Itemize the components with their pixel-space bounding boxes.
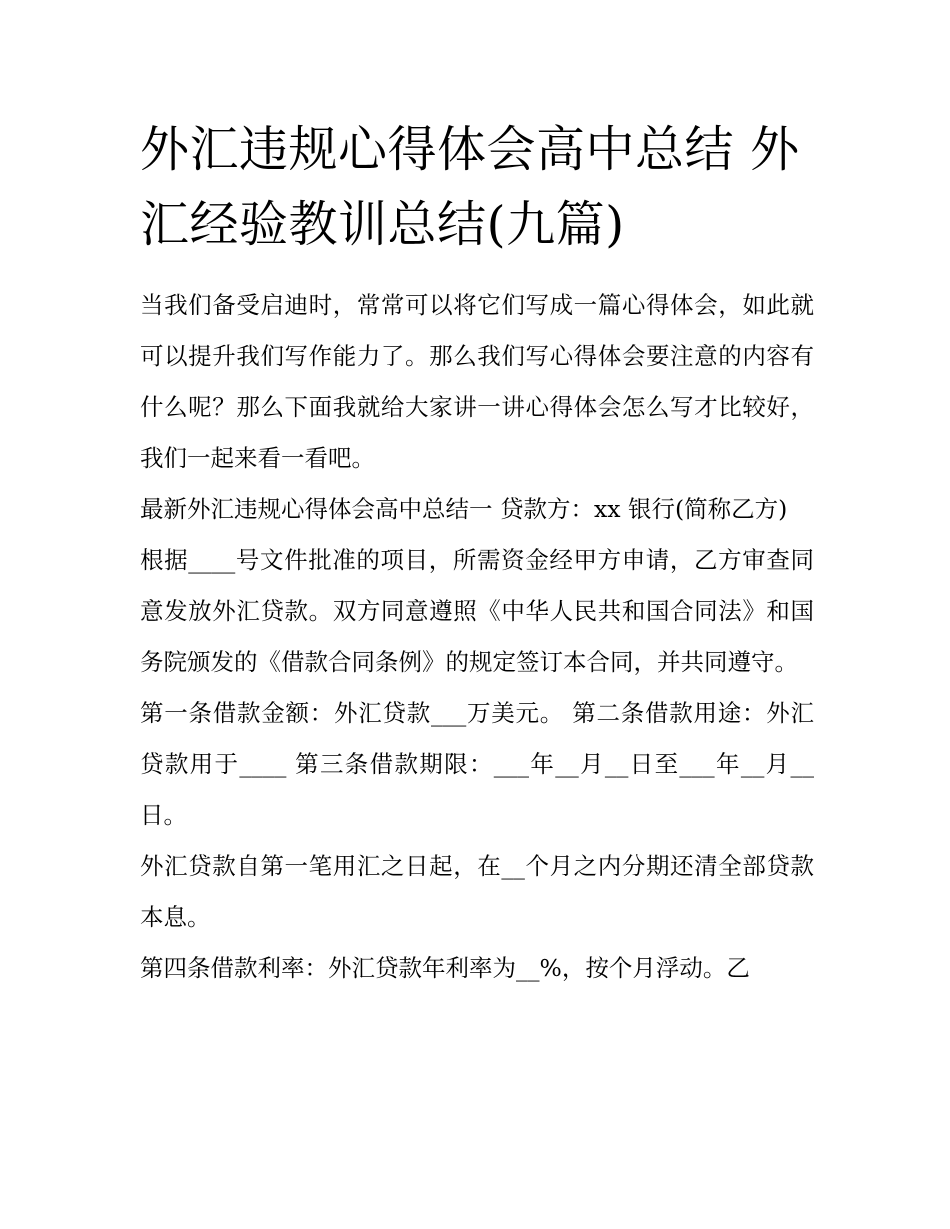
repayment-paragraph: 外汇贷款自第一笔用汇之日起，在__个月之内分期还清全部贷款本息。 — [140, 852, 814, 931]
lender-paragraph: 最新外汇违规心得体会高中总结一 贷款方：xx 银行(简称乙方) — [140, 495, 788, 523]
approval-paragraph: 根据____号文件批准的项目，所需资金经甲方申请，乙方审查同意发放外汇贷款。双方同意遵照《中华人民共和国合同法》和国务院颁发的《借款合同条例》的规定签订本合同，并共同遵守。 — [140, 546, 814, 676]
intro-paragraph: 当我们备受启迪时，常常可以将它们写成一篇心得体会，如此就可以提升我们写作能力了。那么我们写心得体会要注意的内容有什么呢？那么下面我就给大家讲一讲心得体会怎么写才比较好，我们一起来看一看吧。 — [140, 291, 814, 472]
articles-1-3-paragraph: 第一条借款金额：外汇贷款___万美元。 第二条借款用途：外汇贷款用于____ 第三条借款期限：___年__月__日至___年__月__日。 — [140, 699, 814, 829]
document-title: 外汇违规心得体会高中总结 外汇经验教训总结(九篇) — [140, 121, 800, 253]
document-body — [140, 112, 814, 994]
interest-rate-paragraph: 第四条借款利率：外汇贷款年利率为__%，按个月浮动。乙 — [140, 954, 750, 982]
